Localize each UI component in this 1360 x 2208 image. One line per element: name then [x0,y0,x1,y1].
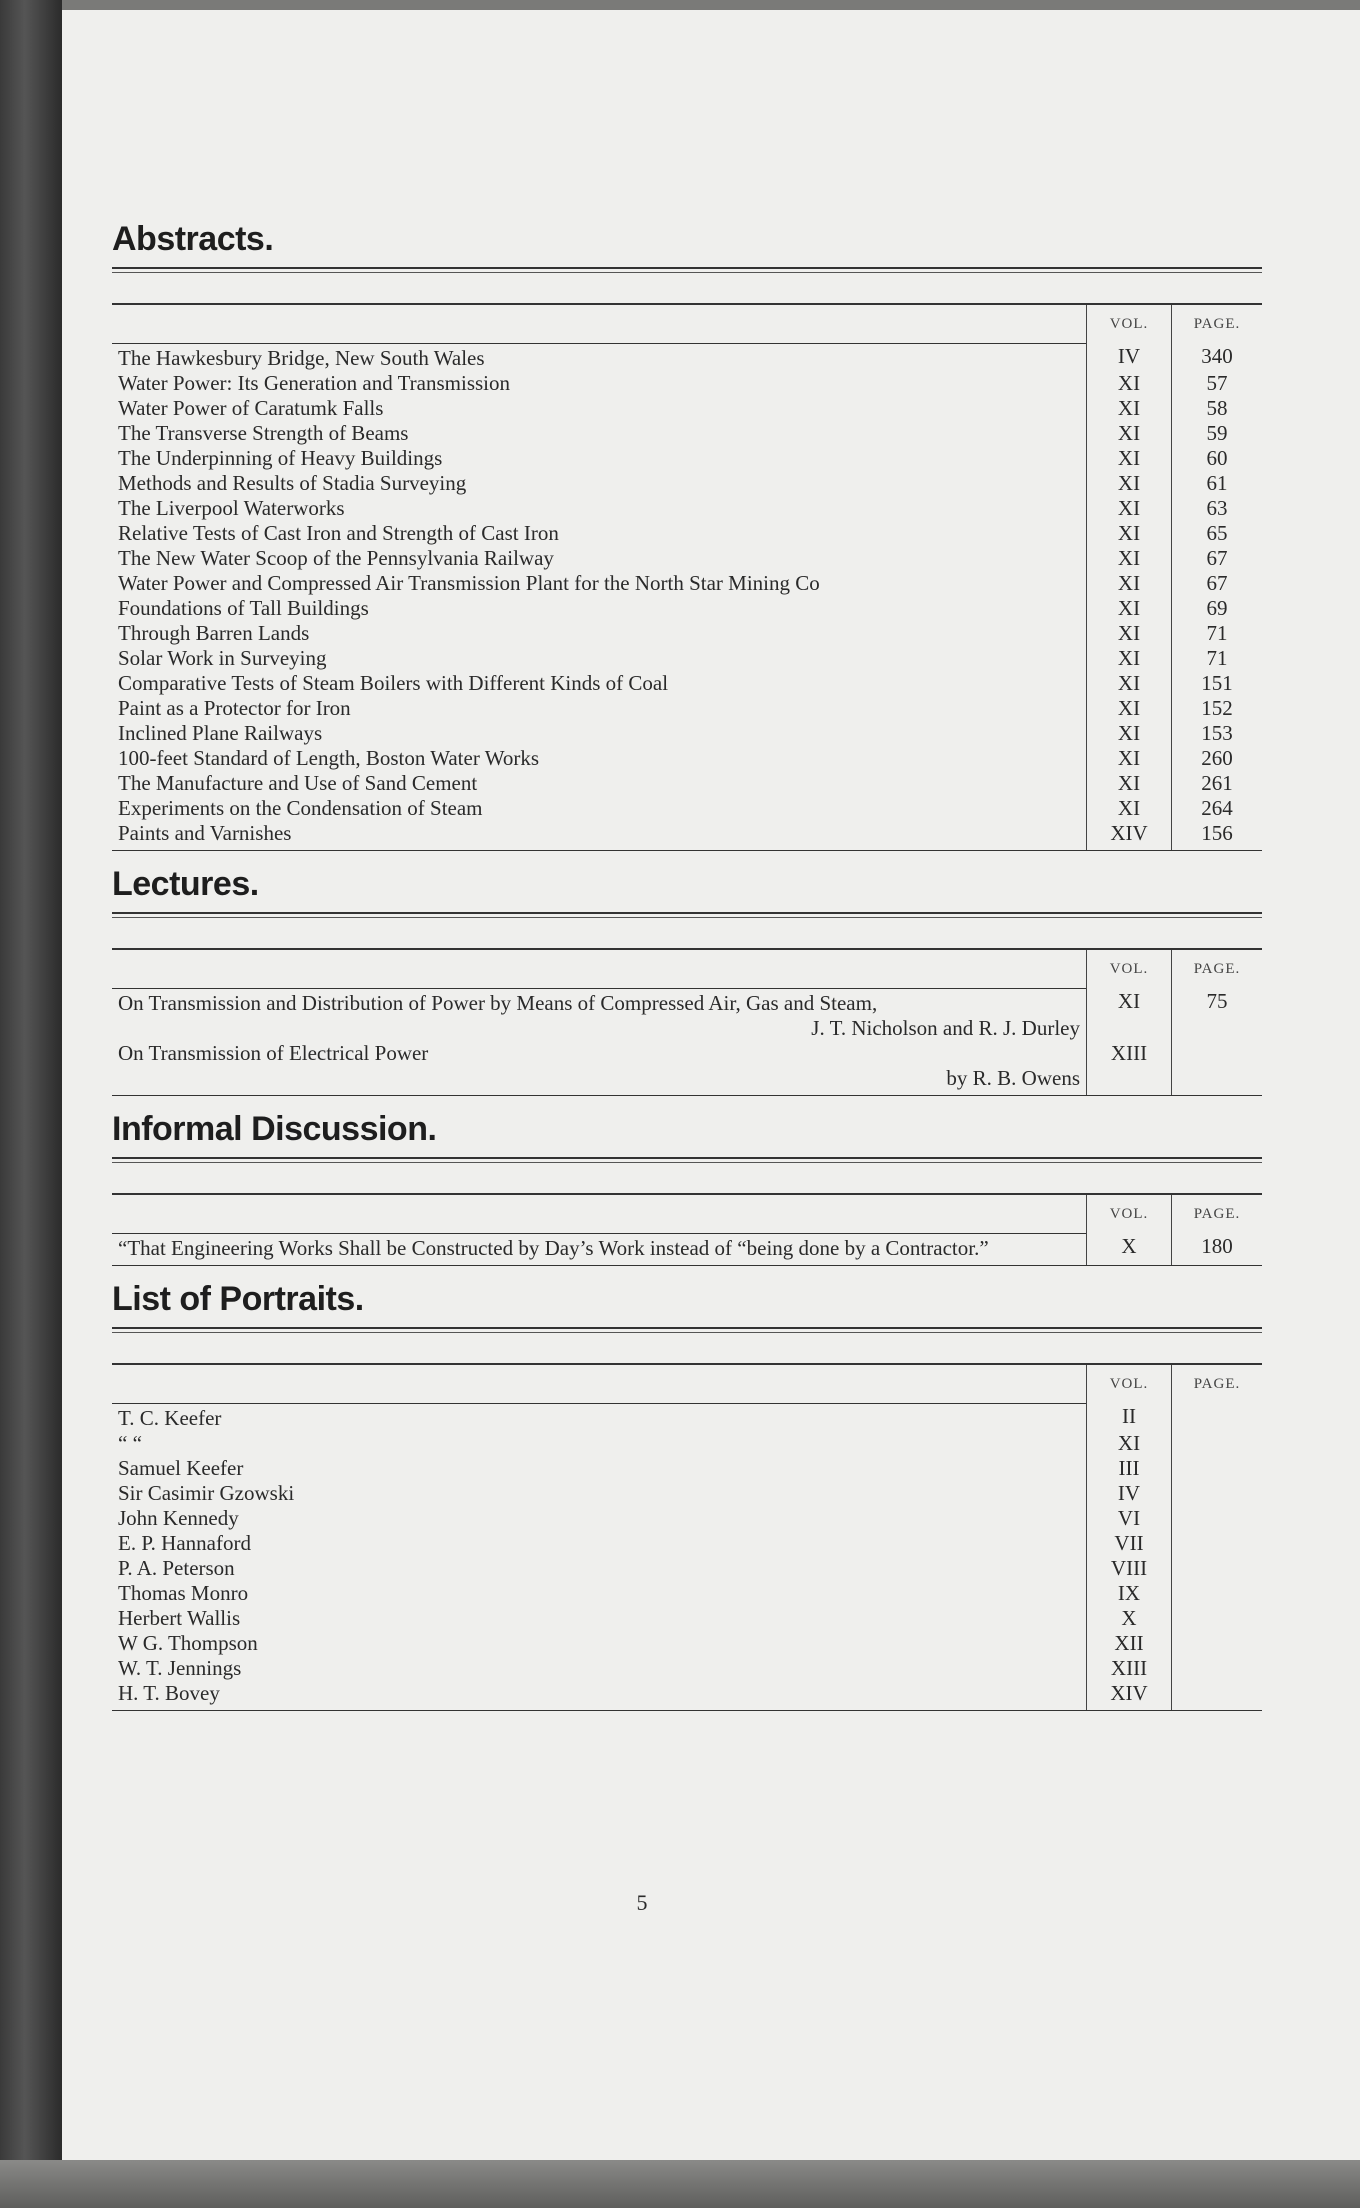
entry-page [1172,1531,1263,1556]
table-row [112,1404,1262,1432]
entry-title: Solar Work in Surveying [118,646,327,670]
entry-page: 61 [1172,471,1263,496]
lectures-vol-header: VOL. [1087,949,1172,989]
entry-vol: XI [1087,546,1172,571]
entry-author: J. T. Nicholson and R. J. Durley [811,1016,1080,1040]
entry-title-cell [112,471,1087,496]
page-number: 5 [636,1890,648,1915]
entry-page [1172,1431,1263,1456]
entry-title: Thomas Monro [118,1581,249,1605]
scan-bottom-edge [0,2160,1360,2208]
table-row [112,721,1262,746]
entry-page: 69 [1172,596,1263,621]
entry-title-cell [112,421,1087,446]
table-row [112,1581,1262,1606]
entry-vol: III [1087,1456,1172,1481]
entry-vol: X [1087,1234,1172,1266]
table-row [112,1631,1262,1656]
table-row [112,546,1262,571]
table-row [112,771,1262,796]
entry-vol: XII [1087,1631,1172,1656]
informal-title: Informal Discussion. [112,1110,437,1148]
informal-rows [112,1234,1262,1266]
entry-author: by R. B. Owens [946,1066,1080,1090]
entry-title-cell [112,671,1087,696]
entry-page: 151 [1172,671,1263,696]
table-row [112,1681,1262,1711]
informal-table [112,1193,1262,1266]
entry-title: Comparative Tests of Steam Boilers with Different Kinds of Coal [118,671,669,695]
entry-vol: IV [1087,1481,1172,1506]
entry-vol: XI [1087,621,1172,646]
entry-page: 260 [1172,746,1263,771]
entry-page: 60 [1172,446,1263,471]
table-row [112,746,1262,771]
table-row [112,1041,1262,1096]
entry-title: Methods and Results of Stadia Surveying [118,471,467,495]
entry-title: The Manufacture and Use of Sand Cement [118,771,478,795]
entry-title: Paint as a Protector for Iron [118,696,351,720]
entry-title: Samuel Keefer [118,1456,244,1480]
document-page [62,10,1360,2160]
table-row [112,371,1262,396]
entry-title: The New Water Scoop of the Pennsylvania Railway [118,546,554,570]
lectures-page-header: PAGE. [1172,949,1263,989]
entry-title: Water Power of Caratumk Falls [118,396,384,420]
entry-page: 264 [1172,796,1263,821]
entry-page: 59 [1172,421,1263,446]
portraits-rows [112,1404,1262,1711]
table-row [112,1431,1262,1456]
portraits-page-header: PAGE. [1172,1364,1263,1404]
table-row [112,821,1262,851]
table-row [112,1556,1262,1581]
table-row [112,344,1262,372]
entry-title: The Liverpool Waterworks [118,496,345,520]
table-row [112,471,1262,496]
entry-vol: XIII [1087,1041,1172,1096]
entry-title-cell [112,344,1087,372]
table-row [112,496,1262,521]
table-row [112,671,1262,696]
entry-page: 71 [1172,621,1263,646]
entry-title-cell [112,1631,1087,1656]
table-row [112,1656,1262,1681]
entry-title-cell [112,446,1087,471]
entry-vol: XI [1087,421,1172,446]
entry-title: “ “ [118,1431,142,1455]
entry-title: P. A. Peterson [118,1556,235,1580]
entry-page [1172,1506,1263,1531]
entry-vol: X [1087,1606,1172,1631]
entry-title: Foundations of Tall Buildings [118,596,369,620]
entry-vol: XIV [1087,821,1172,851]
entry-vol: XI [1087,446,1172,471]
informal-section [112,1110,1262,1266]
entry-page: 57 [1172,371,1263,396]
table-row [112,621,1262,646]
entry-vol: IX [1087,1581,1172,1606]
lectures-section [112,865,1262,1096]
entry-page: 153 [1172,721,1263,746]
entry-title: The Underpinning of Heavy Buildings [118,446,443,470]
portraits-rule [112,1327,1262,1333]
entry-title: Inclined Plane Railways [118,721,323,745]
entry-page: 75 [1172,989,1263,1042]
entry-page [1172,1656,1263,1681]
entry-page [1172,1606,1263,1631]
entry-page: 63 [1172,496,1263,521]
book-spine [0,0,62,2208]
entry-title-cell [112,1481,1087,1506]
entry-page [1172,1681,1263,1711]
entry-title-cell [112,396,1087,421]
table-row [112,446,1262,471]
informal-page-header: PAGE. [1172,1194,1263,1234]
entry-page [1172,1456,1263,1481]
entry-title-cell [112,596,1087,621]
entry-vol: XI [1087,596,1172,621]
entry-title-cell [112,621,1087,646]
entry-page: 180 [1172,1234,1263,1266]
table-row [112,1456,1262,1481]
entry-vol: VII [1087,1531,1172,1556]
entry-title-cell [112,1404,1087,1432]
entry-vol: XI [1087,496,1172,521]
entry-title-cell [112,646,1087,671]
entry-title: On Transmission of Electrical Power [118,1041,429,1065]
entry-title: Paints and Varnishes [118,821,292,845]
entry-title: Relative Tests of Cast Iron and Strength of Cast Iron [118,521,559,545]
entry-vol: XI [1087,989,1172,1042]
table-row [112,796,1262,821]
entry-title: Through Barren Lands [118,621,310,645]
entry-vol: II [1087,1404,1172,1432]
table-row [112,1234,1262,1266]
entry-vol: XIII [1087,1656,1172,1681]
page-content [112,220,1262,1725]
entry-vol: XI [1087,721,1172,746]
entry-title-cell [112,1506,1087,1531]
entry-vol: XI [1087,796,1172,821]
entry-title: H. T. Bovey [118,1681,220,1705]
entry-vol: XI [1087,696,1172,721]
entry-page: 65 [1172,521,1263,546]
entry-title-cell [112,1041,1087,1096]
portraits-section [112,1280,1262,1711]
entry-page [1172,1581,1263,1606]
entry-title-cell [112,1656,1087,1681]
lectures-title: Lectures. [112,865,259,903]
entry-page: 67 [1172,571,1263,596]
entry-title-cell [112,1456,1087,1481]
abstracts-table [112,303,1262,851]
informal-rule [112,1157,1262,1163]
entry-page [1172,1041,1263,1096]
entry-title-cell [112,1531,1087,1556]
abstracts-page-header: PAGE. [1172,304,1263,344]
lectures-title-header [112,949,1087,989]
entry-title-cell [112,371,1087,396]
entry-vol: XI [1087,771,1172,796]
portraits-vol-header: VOL. [1087,1364,1172,1404]
portraits-title: List of Portraits. [112,1280,364,1318]
entry-title: John Kennedy [118,1506,239,1530]
entry-title-cell [112,546,1087,571]
entry-title: E. P. Hannaford [118,1531,251,1555]
entry-page: 261 [1172,771,1263,796]
entry-vol: VI [1087,1506,1172,1531]
table-row [112,1506,1262,1531]
entry-title-cell [112,1556,1087,1581]
table-row [112,646,1262,671]
lectures-rows [112,989,1262,1096]
abstracts-vol-header: VOL. [1087,304,1172,344]
entry-vol: XI [1087,671,1172,696]
portraits-title-header [112,1364,1087,1404]
entry-title-cell [112,1581,1087,1606]
entry-vol: XI [1087,1431,1172,1456]
table-row [112,1606,1262,1631]
entry-title-cell [112,746,1087,771]
entry-vol: XIV [1087,1681,1172,1711]
entry-title-cell [112,1234,1087,1266]
lectures-rule [112,912,1262,918]
portraits-table [112,1363,1262,1711]
entry-title-cell [112,1606,1087,1631]
entry-title-cell [112,771,1087,796]
entry-title: T. C. Keefer [118,1406,222,1430]
table-row [112,596,1262,621]
entry-title-cell [112,521,1087,546]
abstracts-section [112,220,1262,851]
entry-title-cell [112,1681,1087,1711]
entry-page: 58 [1172,396,1263,421]
table-row [112,1531,1262,1556]
entry-page: 340 [1172,344,1263,372]
entry-vol: XI [1087,646,1172,671]
entry-vol: XI [1087,371,1172,396]
entry-page: 71 [1172,646,1263,671]
abstracts-rule [112,267,1262,273]
entry-title-cell [112,989,1087,1042]
entry-page: 156 [1172,821,1263,851]
entry-title-cell [112,821,1087,851]
table-row [112,696,1262,721]
entry-page [1172,1556,1263,1581]
informal-vol-header: VOL. [1087,1194,1172,1234]
entry-title: 100-feet Standard of Length, Boston Water Works [118,746,540,770]
entry-page [1172,1631,1263,1656]
table-row [112,571,1262,596]
abstracts-title-header [112,304,1087,344]
entry-title: Sir Casimir Gzowski [118,1481,295,1505]
entry-vol: XI [1087,746,1172,771]
entry-title: Water Power: Its Generation and Transmission [118,371,511,395]
entry-title-cell [112,1431,1087,1456]
entry-title: W G. Thompson [118,1631,258,1655]
table-row [112,396,1262,421]
entry-vol: XI [1087,521,1172,546]
entry-vol: VIII [1087,1556,1172,1581]
entry-vol: XI [1087,471,1172,496]
informal-title-header [112,1194,1087,1234]
entry-vol: IV [1087,344,1172,372]
entry-title: Experiments on the Condensation of Steam [118,796,483,820]
entry-title: Water Power and Compressed Air Transmission Plant for the North Star Mining Co [118,571,820,595]
table-row [112,421,1262,446]
entry-page [1172,1481,1263,1506]
entry-title-cell [112,496,1087,521]
table-row [112,1481,1262,1506]
entry-title: On Transmission and Distribution of Power by Means of Compressed Air, Gas and Steam, [118,991,878,1015]
abstracts-rows [112,344,1262,851]
entry-page: 67 [1172,546,1263,571]
entry-vol: XI [1087,571,1172,596]
entry-title-cell [112,721,1087,746]
entry-title: “That Engineering Works Shall be Constructed by Day’s Work instead of “being done by a Contractor.” [118,1236,989,1260]
lectures-table [112,948,1262,1096]
entry-title: The Hawkesbury Bridge, New South Wales [118,346,485,370]
entry-title: Herbert Wallis [118,1606,241,1630]
entry-title-cell [112,796,1087,821]
entry-title-cell [112,696,1087,721]
entry-title: W. T. Jennings [118,1656,242,1680]
entry-title: The Transverse Strength of Beams [118,421,409,445]
entry-page: 152 [1172,696,1263,721]
abstracts-title: Abstracts. [112,220,274,258]
entry-page [1172,1404,1263,1432]
entry-vol: XI [1087,396,1172,421]
table-row [112,521,1262,546]
table-row [112,989,1262,1042]
entry-title-cell [112,571,1087,596]
